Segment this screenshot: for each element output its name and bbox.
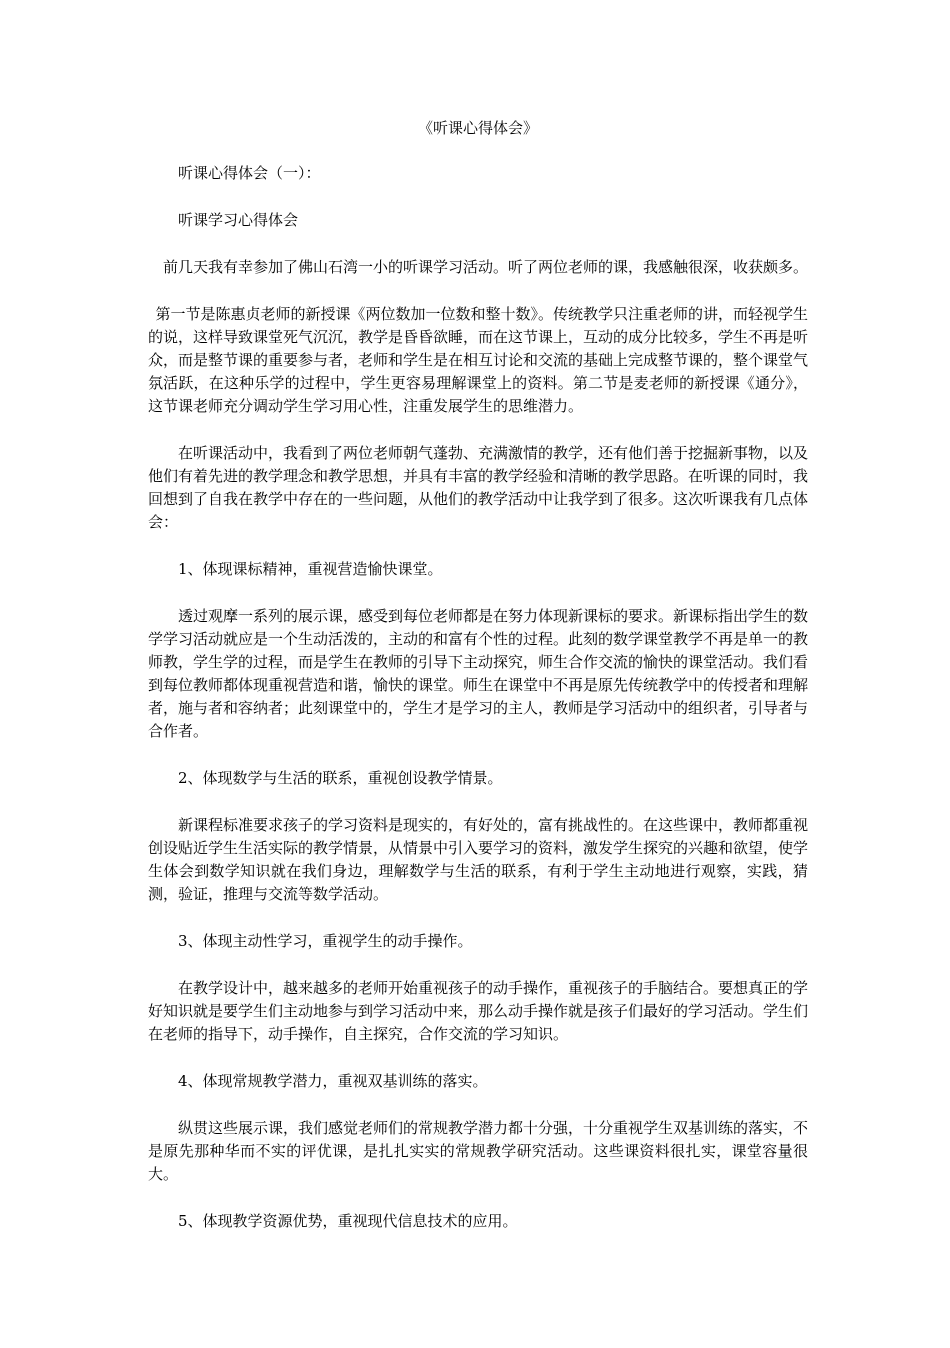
paragraph: 第一节是陈惠贞老师的新授课《两位数加一位数和整十数》。传统教学只注重老师的讲，而轻视学生的说，这样导致课堂死气沉沉，教学是昏昏欲睡，而在这节课上，互动的成分比较多，学生不再是听众，而是整节课的重要参与者，老师和学生是在相互讨论和交流的基础上完成整节课的，整个课堂气氛活跃，在这种乐学的过程中，学生更容易理解课堂上的资料。第二节是麦老师的新授课《通分》，这节课老师充分调动学生学习用心性，注重发展学生的思维潜力。 [148,305,809,415]
paragraph: 透过观摩一系列的展示课，感受到每位老师都是在努力体现新课标的要求。新课标指出学生的数学学习活动就应是一个生动活泼的，主动的和富有个性的过程。此刻的数学课堂教学不再是单一的教师教，学生学的过程，而是学生在教师的引导下主动探究，师生合作交流的愉快的课堂活动。我们看到每位教师都体现重视营造和谐，愉快的课堂。师生在课堂中不再是原先传统教学中的传授者和理解者，施与者和容纳者；此刻课堂中的，学生才是学习的主人，教师是学习活动中的组织者，引导者与合作者。 [148,607,809,740]
list-heading: 3、体现主动性学习，重视学生的动手操作。 [178,932,473,950]
paragraph: 前几天我有幸参加了佛山石湾一小的听课学习活动。听了两位老师的课，我感触很深，收获颇多。 [163,258,809,276]
list-heading: 5、体现教学资源优势，重视现代信息技术的应用。 [178,1212,518,1230]
list-heading: 1、体现课标精神，重视营造愉快课堂。 [178,560,443,578]
document-page [148,116,808,1257]
paragraph: 在听课活动中，我看到了两位老师朝气蓬勃、充满激情的教学，还有他们善于挖掘新事物，以及他们有着先进的教学理念和教学思想，并具有丰富的教学经验和清晰的教学思路。在听课的同时，我回想到了自我在教学中存在的一些问题，从他们的教学活动中让我学到了很多。这次听课我有几点体会： [148,444,809,531]
paragraph: 纵贯这些展示课，我们感觉老师们的常规教学潜力都十分强，十分重视学生双基训练的落实，不是原先那种华而不实的评优课，是扎扎实实的常规教学研究活动。这些课资料很扎实，课堂容量很大。 [148,1119,809,1183]
list-heading: 4、体现常规教学潜力，重视双基训练的落实。 [178,1072,488,1090]
paragraph: 在教学设计中，越来越多的老师开始重视孩子的动手操作，重视孩子的手脑结合。要想真正的学好知识就是要学生们主动地参与到学习活动中来，那么动手操作就是孩子们最好的学习活动。学生们在老师的指导下，动手操作，自主探究，合作交流的学习知识。 [148,979,809,1043]
document-title: 《听课心得体会》 [417,119,538,137]
section-subheading: 听课学习心得体会 [178,211,299,229]
list-heading: 2、体现数学与生活的联系，重视创设教学情景。 [178,769,503,787]
section-heading: 听课心得体会（一）： [178,164,321,182]
paragraph: 新课程标准要求孩子的学习资料是现实的，有好处的，富有挑战性的。在这些课中，教师都重视创设贴近学生生活实际的教学情景，从情景中引入要学习的资料，激发学生探究的兴趣和欲望，使学生体会到数学知识就在我们身边，理解数学与生活的联系，有利于学生主动地进行观察，实践，猜测，验证，推理与交流等数学活动。 [148,816,809,903]
